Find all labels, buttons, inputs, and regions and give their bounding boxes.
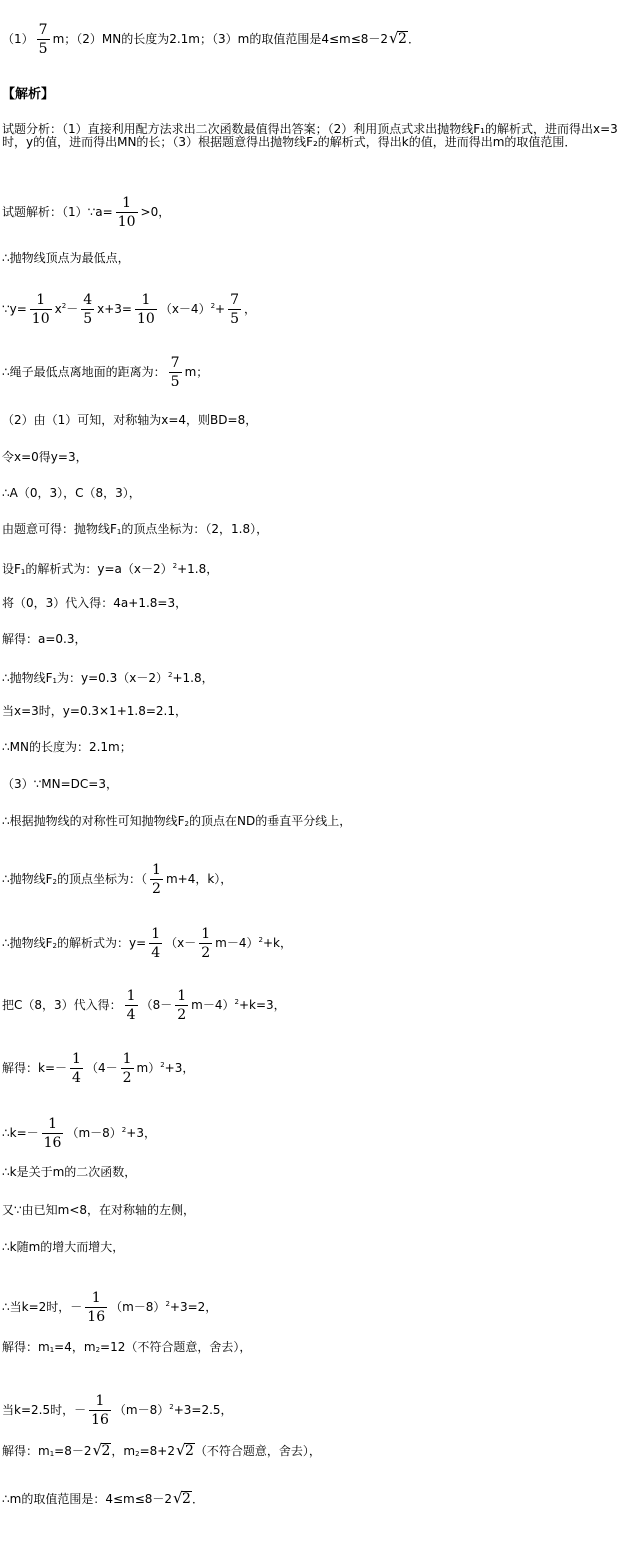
- solution-line-15: （3）∵MN=DC=3，: [2, 777, 118, 791]
- text: 设F: [2, 562, 21, 576]
- radicand: 2: [182, 1491, 191, 1507]
- text: 为：y=0.3（x－2）: [57, 671, 168, 685]
- denominator: 5: [170, 374, 180, 390]
- numerator: 1: [72, 1051, 81, 1067]
- text: 的顶点坐标为：（2，1.8），: [121, 522, 269, 536]
- text: －: [66, 302, 79, 316]
- radicand: 2: [398, 31, 407, 47]
- numerator: 1: [122, 1051, 132, 1067]
- solution-line-25: [2, 1290, 217, 1325]
- fraction: [121, 1051, 134, 1086]
- fraction: [149, 926, 162, 961]
- text: +3=2.5，: [173, 1403, 233, 1417]
- text: =4，m: [54, 1340, 96, 1354]
- fraction: [175, 988, 188, 1023]
- subscript: 2: [135, 1450, 140, 1458]
- solution-line-2: ∴抛物线顶点为最低点，: [2, 251, 130, 265]
- text: =12（不符合题意，舍去），: [100, 1340, 252, 1354]
- text: 由题意可得：抛物线F: [2, 522, 117, 536]
- numerator: 1: [116, 195, 138, 213]
- text: （m－8）: [113, 1403, 170, 1417]
- text: ∴当k=2时，－: [2, 1300, 83, 1314]
- radicand: 2: [101, 1443, 111, 1459]
- text: ∵y=: [2, 302, 27, 316]
- fraction: [37, 22, 50, 57]
- text: m－4）: [191, 998, 235, 1012]
- numerator: 1: [151, 926, 161, 942]
- text: 的解析式为：y=: [57, 936, 147, 950]
- text: =8+2: [139, 1444, 175, 1458]
- answer-line: [2, 22, 420, 57]
- solution-line-13: 当x=3时，y=0.3×1+1.8=2.1，: [2, 704, 187, 718]
- numerator: 1: [135, 292, 157, 310]
- denominator: 10: [117, 214, 136, 230]
- text: （x－: [165, 936, 197, 950]
- text: ∴抛物线F: [2, 936, 53, 950]
- text: 把C（8，3）代入得：: [2, 998, 122, 1012]
- subscript: 2: [95, 1346, 101, 1354]
- text: 的顶点在ND的垂直平分线上，: [189, 814, 352, 828]
- denominator: 10: [137, 311, 155, 327]
- fraction: [70, 1051, 83, 1086]
- text: +k，: [262, 936, 292, 950]
- text: ，m: [111, 1444, 136, 1458]
- denominator: 16: [87, 1309, 106, 1325]
- superscript: 2: [165, 1300, 170, 1308]
- numerator: 7: [230, 292, 240, 308]
- superscript: 2: [160, 1061, 165, 1069]
- text: +k=3，: [238, 998, 286, 1012]
- solution-line-4: [2, 355, 208, 390]
- text: （x－4）: [159, 302, 211, 316]
- analysis-paragraph: 试题分析：（1）直接利用配方法求出二次函数最值得出答案；（2）利用顶点式求出抛物线F₁的解析式，进而得出x=3时，y的值，进而得出MN的长；（3）根据题意得出抛物线F₂的解析式，得出k的值，进而得出m的取值范围．: [2, 122, 618, 149]
- solution-line-18: [2, 926, 292, 961]
- solution-line-11: 解得：a=0.3，: [2, 632, 87, 646]
- solution-line-10: 将（0，3）代入得：4a+1.8=3，: [2, 596, 188, 610]
- fraction: [228, 292, 241, 327]
- denominator: 16: [43, 1135, 62, 1151]
- solution-line-7: ∴A（0，3），C（8，3），: [2, 486, 141, 500]
- denominator: 4: [126, 1007, 136, 1023]
- text: =8－2: [54, 1444, 92, 1458]
- sqrt-icon: √ 2: [173, 1489, 191, 1507]
- solution-line-23: 又∵由已知m<8，在对称轴的左侧，: [2, 1203, 196, 1217]
- text: m；: [184, 365, 209, 379]
- text: +3=2，: [169, 1300, 218, 1314]
- superscript: 2: [169, 1403, 174, 1411]
- denominator: 2: [177, 1007, 187, 1023]
- text: （不符合题意，舍去），: [194, 1444, 321, 1458]
- text: +1.8，: [177, 562, 219, 576]
- answer-part1: （1）: [2, 32, 34, 46]
- fraction: [116, 195, 138, 230]
- numerator: 7: [170, 355, 180, 371]
- fraction: [81, 292, 94, 327]
- numerator: 1: [42, 1116, 64, 1134]
- text: 试题解析：（1）∵a=: [2, 205, 113, 219]
- text: m）: [136, 1061, 161, 1075]
- text: ∴抛物线F: [2, 872, 53, 886]
- fraction: [135, 292, 157, 327]
- superscript: 2: [121, 1126, 127, 1134]
- text: m+4，k），: [165, 872, 233, 886]
- sqrt-icon: √ 2: [389, 29, 407, 47]
- solution-line-6: 令x=0得y=3，: [2, 450, 88, 464]
- text: ∴绳子最低点离地面的距离为：: [2, 365, 166, 379]
- text: （8－: [140, 998, 173, 1012]
- denominator: 5: [83, 311, 93, 327]
- numerator: 1: [89, 1393, 111, 1411]
- denominator: 2: [152, 881, 161, 897]
- solution-line-19: [2, 988, 286, 1023]
- denominator: 10: [31, 311, 50, 327]
- superscript: 2: [172, 562, 178, 570]
- text: （4－: [85, 1061, 118, 1075]
- denominator: 2: [122, 1070, 132, 1086]
- subscript: 2: [184, 820, 190, 828]
- text: +: [215, 302, 226, 316]
- solution-line-3: [2, 292, 256, 327]
- text: +3，: [126, 1126, 156, 1140]
- denominator: 4: [72, 1070, 81, 1086]
- subscript: 2: [52, 878, 58, 886]
- text: ∴抛物线F: [2, 671, 53, 685]
- superscript: 2: [61, 302, 67, 310]
- solution-line-8: [2, 522, 268, 539]
- solution-line-24: ∴k随m的增大而增大，: [2, 1240, 125, 1254]
- subscript: 2: [52, 942, 58, 950]
- text: ∴根据抛物线的对称性可知抛物线F: [2, 814, 185, 828]
- text: x: [54, 302, 62, 316]
- superscript: 2: [258, 936, 263, 944]
- solution-line-14: ∴MN的长度为：2.1m；: [2, 740, 132, 754]
- superscript: 2: [168, 671, 173, 679]
- numerator: 1: [85, 1290, 107, 1308]
- fraction: [89, 1393, 111, 1428]
- denominator: 5: [38, 41, 48, 57]
- numerator: 1: [201, 926, 211, 942]
- text: ∴m的取值范围是：4≤m≤8－2: [2, 1492, 173, 1506]
- fraction: [199, 926, 212, 961]
- subscript: 1: [52, 677, 58, 685]
- text: ∴k=－: [2, 1126, 39, 1140]
- solution-line-17: [2, 862, 232, 897]
- fraction: [125, 988, 138, 1023]
- section-heading: 【解析】: [2, 87, 55, 102]
- denominator: 2: [201, 945, 211, 961]
- fraction: [30, 292, 52, 327]
- solution-line-26: [2, 1340, 251, 1357]
- numerator: 1: [30, 292, 52, 310]
- answer-part3: ．: [407, 32, 420, 46]
- solution-line-9: [2, 559, 218, 579]
- solution-line-28: [2, 1443, 321, 1461]
- subscript: 1: [49, 1346, 55, 1354]
- sqrt-icon: √ 2: [175, 1441, 194, 1459]
- text: （m－8）: [66, 1126, 122, 1140]
- text: x+3=: [97, 302, 132, 316]
- text: 解得：m: [2, 1340, 50, 1354]
- text: >0，: [140, 205, 171, 219]
- text: m－4）: [215, 936, 259, 950]
- text: ，: [244, 302, 257, 316]
- subscript: 1: [49, 1450, 55, 1458]
- fraction: [85, 1290, 107, 1325]
- solution-line-22: ∴k是关于m的二次函数，: [2, 1165, 137, 1179]
- numerator: 4: [83, 292, 93, 308]
- fraction: [42, 1116, 64, 1151]
- text: +1.8，: [172, 671, 214, 685]
- solution-line-1: [2, 195, 170, 230]
- solution-line-27: [2, 1393, 233, 1428]
- solution-line-16: [2, 814, 351, 831]
- text: 的解析式为：y=a（x－2）: [25, 562, 173, 576]
- solution-line-5: （2）由（1）可知，对称轴为x=4，则BD=8，: [2, 413, 258, 427]
- text: 的顶点坐标为：（: [57, 872, 148, 886]
- solution-line-21: [2, 1116, 156, 1151]
- answer-part2: m；（2）MN的长度为2.1m；（3）m的取值范围是4≤m≤8－2: [52, 32, 389, 46]
- denominator: 5: [230, 311, 240, 327]
- subscript: 1: [116, 528, 122, 536]
- fraction: [169, 355, 182, 390]
- superscript: 2: [210, 302, 216, 310]
- text: 解得：k=－: [2, 1061, 68, 1075]
- numerator: 1: [126, 988, 136, 1004]
- solution-line-12: [2, 668, 214, 688]
- text: （m－8）: [110, 1300, 166, 1314]
- denominator: 4: [151, 945, 161, 961]
- fraction: [150, 862, 163, 897]
- solution-line-20: [2, 1051, 194, 1086]
- subscript: 1: [20, 568, 26, 576]
- text: 解得：m: [2, 1444, 50, 1458]
- numerator: 7: [38, 22, 48, 38]
- superscript: 2: [234, 998, 239, 1006]
- numerator: 1: [152, 862, 161, 878]
- text: 当k=2.5时，－: [2, 1403, 87, 1417]
- radicand: 2: [184, 1443, 194, 1459]
- denominator: 16: [91, 1412, 109, 1428]
- text: +3，: [164, 1061, 195, 1075]
- text: ．: [191, 1492, 204, 1506]
- sqrt-icon: √ 2: [92, 1441, 111, 1459]
- solution-line-29: [2, 1491, 204, 1507]
- numerator: 1: [177, 988, 187, 1004]
